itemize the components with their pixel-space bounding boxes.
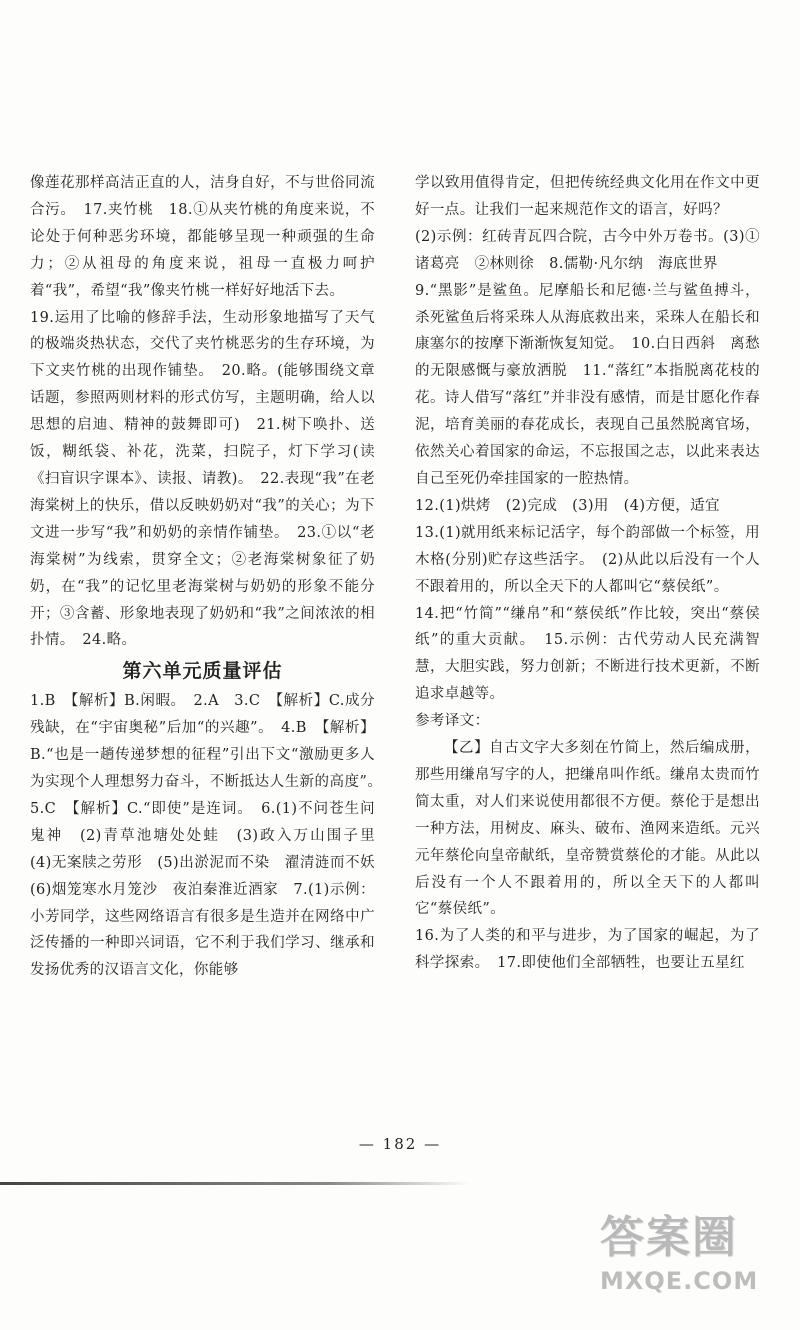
paragraph-answer-7-continued: 学以致用值得肯定，但把传统经典文化用在作文中更好一点。让我们一起来规范作文的语言，好吗？ — [415, 175, 760, 218]
paragraph-unit6-answers: 1.B 【解析】B.闲暇。 2.A 3.C 【解析】C.成分残缺，在“宇宙奥秘”后加“的兴趣”。 4.B 【解析】B.“也是一趟传递梦想的征程”引出下文“激励更多人为实现个人理想努力奋斗，不断抵达人生新的高度”。 5.C 【解析】C.“即使”是连词。 6.(1)不问苍生问鬼神 (2)青草池塘处处蛙 (3)政入万山围子里 (4)无案牍之劳形 (5)出淤泥而不染 濯清涟而不妖 (6)烟笼寒水月笼沙 夜泊秦淮近酒家 7.(1)示例：小芳同学，这些网络语言有很多是生造并在网络中广泛传播的一种即兴词语，它不利于我们学习、继承和发扬优秀的汉语言文化，你能够 — [30, 693, 390, 979]
translation-heading: 参考译文： — [415, 713, 490, 730]
paragraph-answers-16-17: 16.为了人类的和平与进步，为了国家的崛起，为了科学探索。 17.即使他们全部牺牲，也要让五星红 — [415, 928, 760, 972]
paragraph-answers-17-18: 像莲花那样高洁正直的人，洁身自好，不与世俗同流合污。 17.夹竹桃 18.①从夹竹桃的角度来说，不论处于何种恶劣环境，都能够呈现一种顽强的生命力；②从祖母的角度来说，祖母一直极力呵护着“我”，希望“我”像夹竹桃一样好好地活下去。 — [30, 175, 375, 299]
bottom-divider — [0, 1182, 470, 1185]
watermark-url: MXQE.COM — [600, 1267, 759, 1295]
paragraph-answers-14-15: 14.把“竹简”“缣帛”和“蔡侯纸”作比较，突出“蔡侯纸”的重大贡献。 15.示例：古代劳动人民充满智慧，大胆实践，努力创新；不断进行技术更新，不断追求卓越等。 — [415, 605, 760, 703]
paragraph-answer-7-2-8: (2)示例：红砖青瓦四合院，古今中外万卷书。(3)①诸葛亮 ②林则徐 8.儒勒·凡尔纳 海底世界 — [415, 228, 760, 272]
right-column — [415, 170, 760, 977]
paragraph-answers-19-24: 19.运用了比喻的修辞手法，生动形象地描写了天气的极端炎热状态，交代了夹竹桃恶劣的生存环境，为下文夹竹桃的出现作铺垫。 20.略。(能够围绕文章话题，参照两则材料的形式仿写，主题明确，给人以思想的启迪、精神的鼓舞即可) 21.树下唤扑、送饭，糊纸袋、补花，洗菜，扫院子，灯下学习(读《扫盲识字课本》、读报、请教)。 22.表现“我”在老海棠树上的快乐，借以反映奶奶对“我”的关心；为下文进一步写“我”和奶奶的亲情作铺垫。 23.①以“老海棠树”为线索，贯穿全文；②老海棠树象征了奶奶，在“我”的记忆里老海棠树与奶奶的形象不能分开；③含蓄、形象地表现了奶奶和“我”之间浓浓的相扑情。 24.略。 — [30, 309, 375, 649]
left-column — [30, 170, 390, 984]
watermark — [600, 1210, 790, 1320]
watermark-logo: 答案圈 — [600, 1212, 738, 1263]
section-title: 第六单元质量评估 — [122, 660, 283, 683]
translation-text: 【乙】自古文字大多刻在竹简上，然后编成册，那些用缣帛写字的人，把缣帛叫作纸。缣帛太贵而竹简太重，对人们来说使用都很不方便。蔡伦于是想出一种方法，用树皮、麻头、破布、渔网来造纸。元兴元年蔡伦向皇帝献纸，皇帝赞赏蔡伦的才能。从此以后没有一个人不跟着用的，所以全天下的人都叫它“蔡侯纸”。 — [415, 740, 760, 918]
paragraph-answer-13: 13.(1)就用纸来标记活字，每个韵部做一个标签，用木格(分别)贮存这些活字。 (2)从此以后没有一个人不跟着用的，所以全天下的人都叫它“蔡侯纸”。 — [415, 524, 760, 595]
paragraph-answers-9-11: 9.“黑影”是鲨鱼。尼摩船长和尼德·兰与鲨鱼搏斗，杀死鲨鱼后将采珠人从海底救出来，采珠人在船长和康塞尔的按摩下渐渐恢复知觉。 10.白日西斜 离愁的无限感慨与豪放洒脱 11.“落红”本指脱离花枝的花。诗人借写“落红”并非没有感情，而是甘愿化作春泥，培育美丽的春花成长，表现自己虽然脱离官场，依然关心着国家的命运，不忘报国之志，以此来表达自己至死仍牵挂国家的一腔热情。 — [415, 282, 760, 487]
paragraph-answer-12: 12.(1)烘烤 (2)完成 (3)用 (4)方便，适宜 — [415, 497, 720, 514]
page-number: — 182 — — [358, 1135, 442, 1153]
